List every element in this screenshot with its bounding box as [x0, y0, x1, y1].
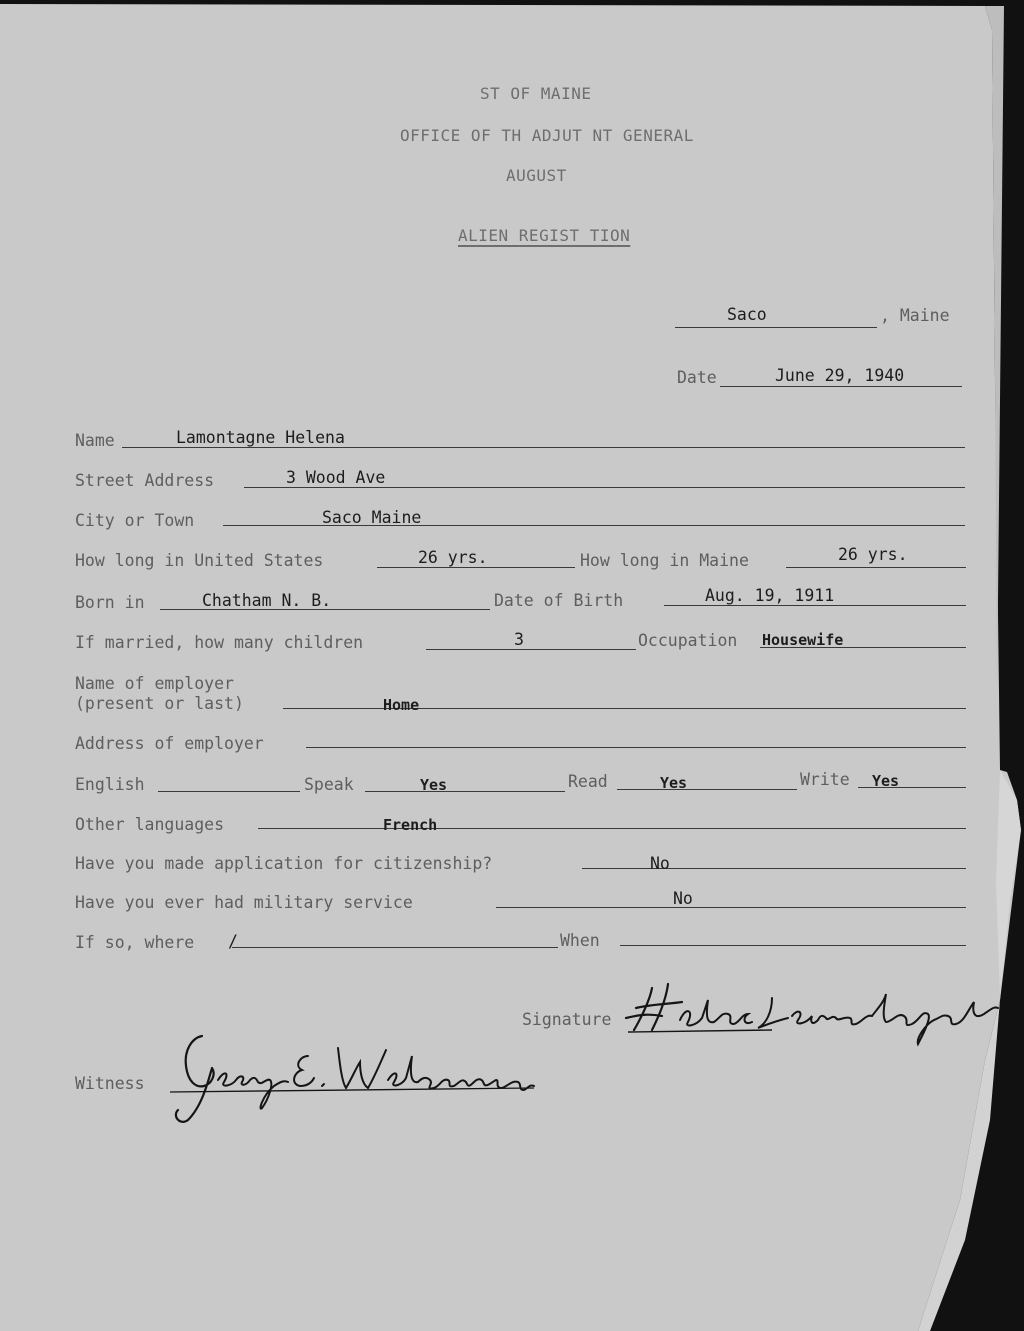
- street-value: 3 Wood Ave: [286, 468, 386, 487]
- military-label: Have you ever had military service: [75, 893, 413, 912]
- read-line: [617, 789, 797, 790]
- location-suffix: , Maine: [880, 306, 950, 325]
- read-value: Yes: [660, 774, 688, 792]
- header-state: ST OF MAINE: [480, 84, 592, 103]
- city-value: Saco Maine: [322, 508, 422, 527]
- form-title: ALIEN REGIST TION: [458, 226, 631, 245]
- write-value: Yes: [872, 772, 900, 790]
- when-line: [620, 945, 966, 946]
- military-value: No: [673, 889, 693, 908]
- occupation-value: Housewife: [762, 631, 844, 649]
- dob-label: Date of Birth: [494, 591, 624, 610]
- employer-label-line2: (present or last): [75, 694, 244, 713]
- when-label: When: [560, 931, 600, 950]
- read-label: Read: [568, 772, 608, 791]
- write-label: Write: [800, 770, 850, 789]
- applicant-signature: [622, 978, 1002, 1048]
- how-long-me-value: 26 yrs.: [838, 545, 908, 564]
- citizenship-value: No: [650, 854, 670, 873]
- children-value: 3: [514, 630, 524, 649]
- children-line: [426, 649, 636, 650]
- witness-signature: [162, 1026, 542, 1126]
- location-line: [675, 327, 877, 328]
- if-so-value: /: [228, 932, 238, 951]
- speak-line: [365, 791, 565, 792]
- other-languages-line: [258, 828, 966, 829]
- employer-label-line1: Name of employer: [75, 674, 234, 693]
- signature-label: Signature: [522, 1010, 612, 1029]
- witness-label: Witness: [75, 1074, 145, 1093]
- other-languages-value: French: [383, 816, 438, 834]
- dob-line: [664, 605, 966, 606]
- employer-address-label: Address of employer: [75, 734, 264, 753]
- dob-value: Aug. 19, 1911: [705, 586, 835, 605]
- other-languages-label: Other languages: [75, 815, 225, 834]
- if-so-label: If so, where: [75, 933, 195, 952]
- speak-label: Speak: [304, 775, 354, 794]
- born-in-value: Chatham N. B.: [202, 591, 332, 610]
- street-line: [244, 487, 965, 488]
- date-line: [720, 386, 962, 387]
- header-office: OFFICE OF TH ADJUT NT GENERAL: [400, 126, 694, 145]
- how-long-me-line: [786, 567, 966, 568]
- speak-value: Yes: [420, 776, 448, 794]
- how-long-us-value: 26 yrs.: [418, 548, 488, 567]
- date-label: Date: [677, 368, 717, 387]
- born-in-label: Born in: [75, 593, 145, 612]
- street-label: Street Address: [75, 471, 215, 490]
- english-line: [158, 791, 300, 792]
- children-label: If married, how many children: [75, 633, 364, 652]
- how-long-me-label: How long in Maine: [580, 551, 749, 570]
- date-value: June 29, 1940: [775, 366, 905, 385]
- english-label: English: [75, 775, 145, 794]
- occupation-label: Occupation: [638, 631, 738, 650]
- name-line: [122, 447, 965, 448]
- employer-address-line: [306, 747, 966, 748]
- city-label: City or Town: [75, 511, 195, 530]
- header-city: AUGUST: [506, 166, 567, 185]
- how-long-us-line: [377, 567, 575, 568]
- employer-value: Home: [383, 696, 420, 714]
- military-line: [496, 907, 966, 908]
- how-long-us-label: How long in United States: [75, 551, 324, 570]
- location-town: Saco: [727, 305, 767, 324]
- citizenship-label: Have you made application for citizenship?: [75, 854, 493, 873]
- name-label: Name: [75, 431, 115, 450]
- if-so-line: [232, 947, 558, 948]
- citizenship-line: [582, 868, 966, 869]
- name-value: Lamontagne Helena: [176, 428, 345, 447]
